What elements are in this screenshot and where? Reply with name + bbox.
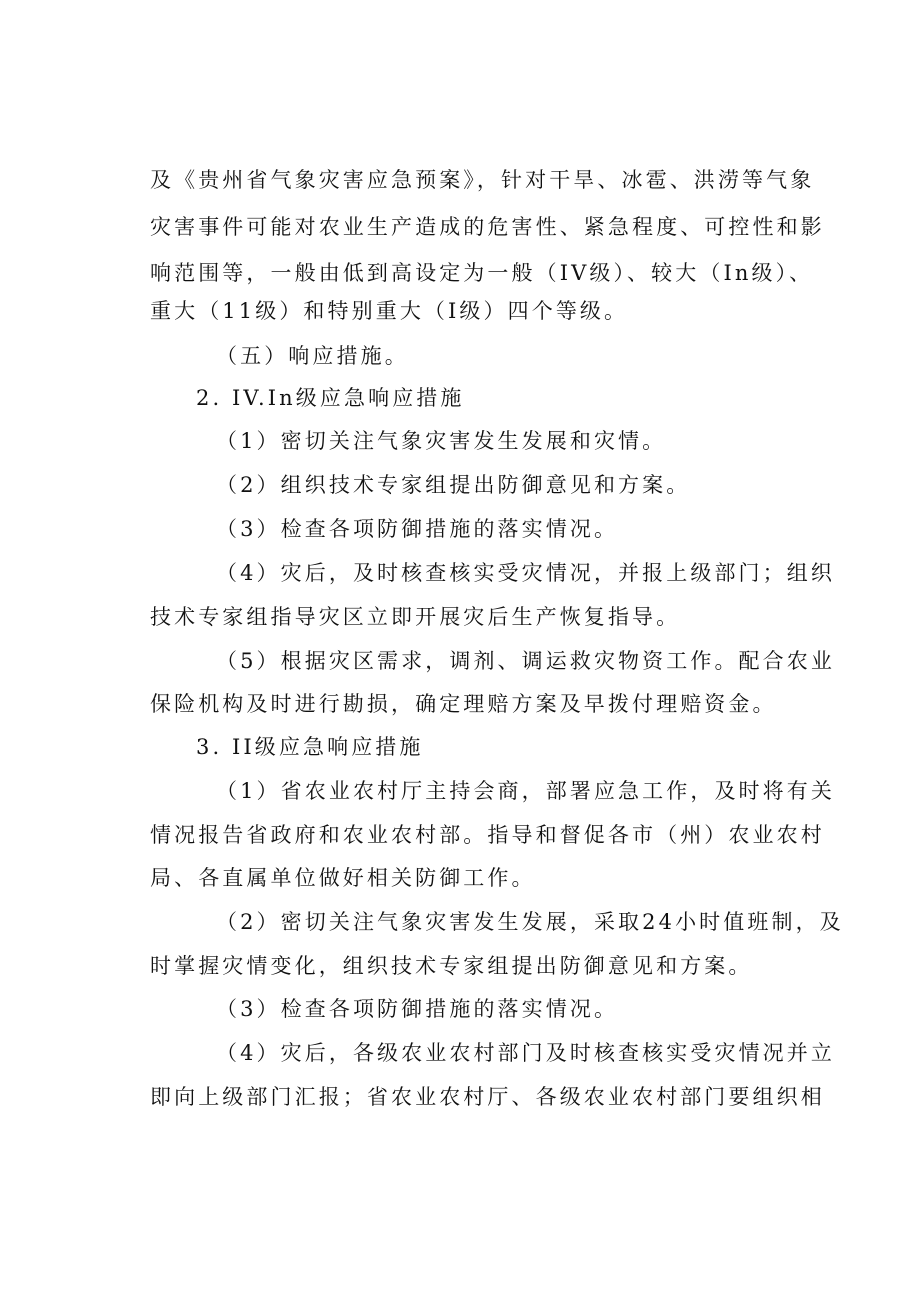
list-item: （5）根据灾区需求，调剂、调运救灾物资工作。配合农业: [216, 649, 835, 673]
list-item: （4）灾后，各级农业农村部门及时核查核实受灾情况并立: [216, 1041, 835, 1065]
list-item: （2）组织技术专家组提出防御意见和方案。: [216, 473, 691, 497]
paragraph-line: 局、各直属单位做好相关防御工作。: [150, 866, 536, 890]
paragraph-line: 保险机构及时进行勘损，确定理赔方案及早拨付理赔资金。: [150, 692, 777, 716]
list-item: （2）密切关注气象灾害发生发展，采取24小时值班制，及: [216, 910, 844, 934]
paragraph-line: 重大（11级）和特别重大（I级）四个等级。: [150, 299, 629, 323]
paragraph-line: 情况报告省政府和农业农村部。指导和督促各市（州）农业农村: [150, 823, 825, 847]
paragraph-line: 灾害事件可能对农业生产造成的危害性、紧急程度、可控性和影: [150, 215, 825, 239]
list-item: （1）省农业农村厅主持会商，部署应急工作，及时将有关: [216, 779, 835, 803]
paragraph-line: 及《贵州省气象灾害应急预案》，针对干旱、冰雹、洪涝等气象: [150, 168, 815, 192]
list-item: （4）灾后，及时核查核实受灾情况，并报上级部门；组织: [216, 561, 835, 585]
paragraph-line: 即向上级部门汇报；省农业农村厅、各级农业农村部门要组织相: [150, 1085, 825, 1109]
section-heading: （五）响应措施。: [216, 344, 409, 368]
subsection-heading: 2. IV.In级应急响应措施: [196, 386, 465, 410]
list-item: （3）检查各项防御措施的落实情况。: [216, 517, 619, 541]
subsection-heading: 3. II级应急响应措施: [196, 735, 424, 759]
paragraph-line: 响范围等，一般由低到高设定为一般（IV级）、较大（In级）、: [150, 261, 814, 285]
paragraph-line: 时掌握灾情变化，组织技术专家组提出防御意见和方案。: [150, 954, 753, 978]
list-item: （1）密切关注气象灾害发生发展和灾情。: [216, 429, 667, 453]
paragraph-line: 技术专家组指导灾区立即开展灾后生产恢复指导。: [150, 605, 681, 629]
list-item: （3）检查各项防御措施的落实情况。: [216, 997, 619, 1021]
